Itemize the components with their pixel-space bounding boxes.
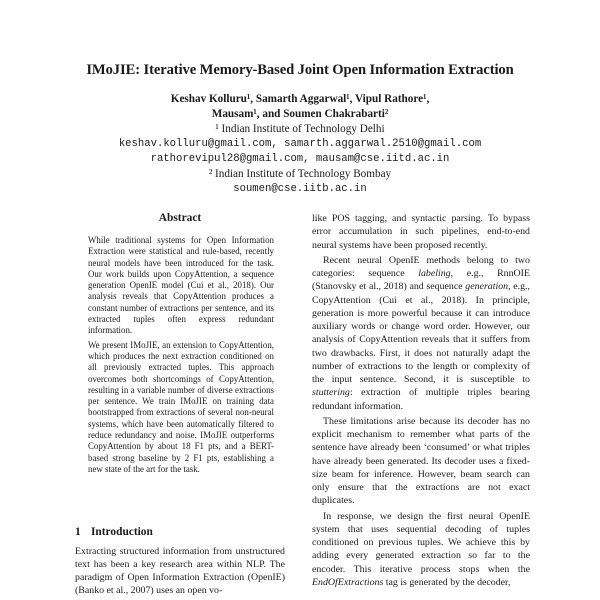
email-line-1: keshav.kolluru@gmail.com, samarth.aggarwal.2510@gmail.com xyxy=(118,138,482,150)
author-block xyxy=(0,92,600,197)
section-title: Introduction xyxy=(91,526,153,538)
section-heading-introduction xyxy=(75,526,285,538)
intro-paragraph-1: Extracting structured information from unstructured text has been a key research area within NLP. The paradigm of Open Information Extraction (OpenIE) (Banko et al., 2007) uses an open vo- xyxy=(75,546,285,596)
abstract-paragraph-2: We present IMoJIE, an extension to CopyAttention, which produces the next extraction conditioned on all previously extracted tuples. This approach overcomes both shortcomings of CopyAttention, resulting in a variable number of diverse extractions per sentence. We train IMoJIE on training data bootstrapped from extractions of several non-neural systems, which have been automatically filtered to reduce redundancy and noise. IMoJIE outperforms CopyAttention by about 18 F1 pts, and a BERT-based strong baseline by 2 F1 pts, establishing a new state of the art for the task. xyxy=(88,339,274,474)
paper-title: IMoJIE: Iterative Memory-Based Joint Open Information Extraction xyxy=(86,62,514,78)
emph-stuttering: stuttering xyxy=(312,387,350,399)
author-names-line1: Keshav Kolluru¹, Samarth Aggarwal¹, Vipul Rathore¹, xyxy=(170,93,430,105)
right-column-body xyxy=(312,212,530,591)
emph-labeling: labeling xyxy=(418,268,451,279)
abstract-body xyxy=(88,235,274,478)
right-paragraph-2: Recent neural OpenIE methods belong to two categories: sequence labeling, e.g., RnnOIE (Stanovsky et al., 2018) and sequence generation, e.g., CopyAttention (Cui et al., 2018). In principle, generation is more powerful because it can introduce auxiliary words or change word order. However, our analysis of CopyAttention reveals that it suffers from two drawbacks. First, it does not naturally adapt the number of extractions to the length or complexity of the input sentence. Second, it is susceptible to stuttering: extraction of multiple triples bearing redundant information. xyxy=(312,254,530,412)
affiliation-1: ¹ Indian Institute of Technology Delhi xyxy=(215,123,385,135)
emph-endofextractions: EndOfExtractions xyxy=(312,576,384,588)
right-paragraph-4: In response, we design the first neural OpenIE system that uses sequential decoding of tuples conditioned on previous tuples. We achieve this by adding every generated extraction so far to the encoder. This iterative process stops when the EndOfExtractions tag is generated by the decoder, xyxy=(312,510,530,588)
section-number: 1 xyxy=(75,526,81,538)
email-line-3: soumen@cse.iitb.ac.in xyxy=(233,183,367,195)
right-paragraph-1: like POS tagging, and syntactic parsing. To bypass error accumulation in such pipelines, end-to-end neural systems have been proposed recently. xyxy=(312,213,530,251)
email-line-2: rathorevipul28@gmail.com, mausam@cse.iitd.ac.in xyxy=(150,153,450,165)
emph-generation: generation xyxy=(465,281,509,293)
abstract-paragraph-1: While traditional systems for Open Information Extraction were statistical and rule-based, recently neural models have been introduced for the task. Our work builds upon CopyAttention, a sequence generation OpenIE model (Cui et al., 2018). Our analysis reveals that CopyAttention produces a constant number of extractions per sentence, and its extracted tuples often express redundant information. xyxy=(88,235,274,336)
author-names-line2: Mausam¹, and Soumen Chakrabarti² xyxy=(211,108,389,120)
abstract-heading: Abstract xyxy=(158,212,202,224)
right-paragraph-3: These limitations arise because its decoder has no explicit mechanism to remember what parts of the sentence have already been ‘consumed’ or what triples have already been generated. Its decoder uses a fixed-size beam for inference. However, beam search can only ensure that the extractions are not exact duplicates. xyxy=(312,415,530,507)
affiliation-2: ² Indian Institute of Technology Bombay xyxy=(208,168,392,180)
